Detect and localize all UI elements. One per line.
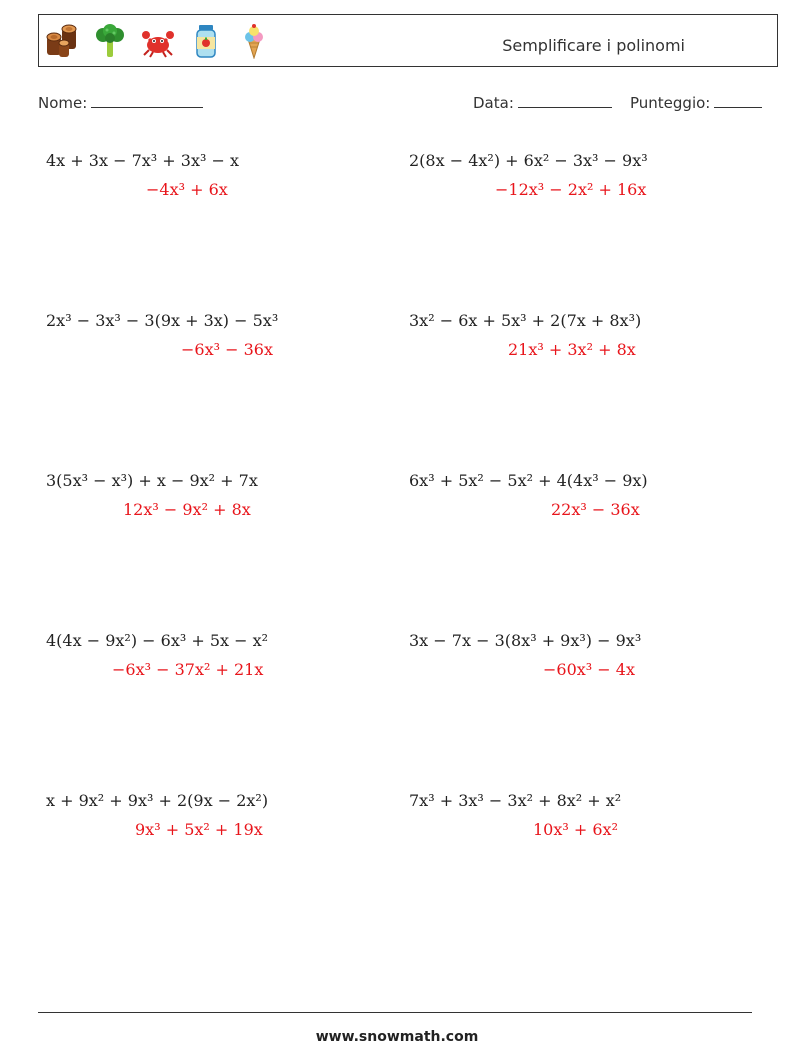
header-icons — [45, 23, 271, 59]
problem-1 — [46, 151, 386, 199]
problem-5 — [46, 471, 386, 519]
problem-expression: 3(5x³ − x³) + x − 9x² + 7x — [46, 471, 258, 490]
problem-expression: 7x³ + 3x³ − 3x² + 8x² + x² — [409, 791, 622, 810]
problem-answer: 10x³ + 6x² — [533, 820, 618, 839]
header-box — [38, 14, 778, 67]
problem-9 — [46, 791, 386, 839]
problem-10 — [409, 791, 749, 839]
broccoli-icon — [93, 23, 127, 59]
date-field — [473, 93, 612, 112]
problem-answer: 21x³ + 3x² + 8x — [508, 340, 636, 359]
problem-4 — [409, 311, 749, 359]
problem-answer: −4x³ + 6x — [146, 180, 228, 199]
page-title: Semplificare i polinomi — [502, 36, 685, 55]
name-blank[interactable] — [91, 93, 203, 108]
problem-7 — [46, 631, 386, 679]
problem-answer: −12x³ − 2x² + 16x — [495, 180, 647, 199]
problem-answer: −60x³ − 4x — [543, 660, 635, 679]
date-label: Data: — [473, 94, 514, 112]
ice-cream-icon — [237, 23, 271, 59]
problem-expression: 3x − 7x − 3(8x³ + 9x³) − 9x³ — [409, 631, 642, 650]
score-field — [630, 93, 762, 112]
problem-answer: 12x³ − 9x² + 8x — [123, 500, 251, 519]
date-blank[interactable] — [518, 93, 612, 108]
problem-expression: 4(4x − 9x²) − 6x³ + 5x − x² — [46, 631, 269, 650]
name-field — [38, 93, 203, 112]
score-label: Punteggio: — [630, 94, 711, 112]
problem-expression: 2(8x − 4x²) + 6x² − 3x³ − 9x³ — [409, 151, 648, 170]
problem-expression: 2x³ − 3x³ − 3(9x + 3x) − 5x³ — [46, 311, 279, 330]
problem-answer: −6x³ − 37x² + 21x — [112, 660, 264, 679]
logs-icon — [45, 23, 79, 59]
problem-6 — [409, 471, 749, 519]
jam-jar-icon — [189, 23, 223, 59]
problem-expression: x + 9x² + 9x³ + 2(9x − 2x²) — [46, 791, 269, 810]
score-blank[interactable] — [714, 93, 762, 108]
problem-answer: 22x³ − 36x — [551, 500, 640, 519]
problem-answer: −6x³ − 36x — [181, 340, 273, 359]
problem-3 — [46, 311, 386, 359]
problem-2 — [409, 151, 749, 199]
footer-divider — [38, 1012, 752, 1013]
problem-answer: 9x³ + 5x² + 19x — [135, 820, 263, 839]
footer-website[interactable]: www.snowmath.com — [315, 1029, 479, 1045]
problem-expression: 3x² − 6x + 5x³ + 2(7x + 8x³) — [409, 311, 642, 330]
crab-icon — [141, 23, 175, 59]
name-label: Nome: — [38, 94, 88, 112]
problem-8 — [409, 631, 749, 679]
problem-expression: 6x³ + 5x² − 5x² + 4(4x³ − 9x) — [409, 471, 648, 490]
problem-expression: 4x + 3x − 7x³ + 3x³ − x — [46, 151, 239, 170]
